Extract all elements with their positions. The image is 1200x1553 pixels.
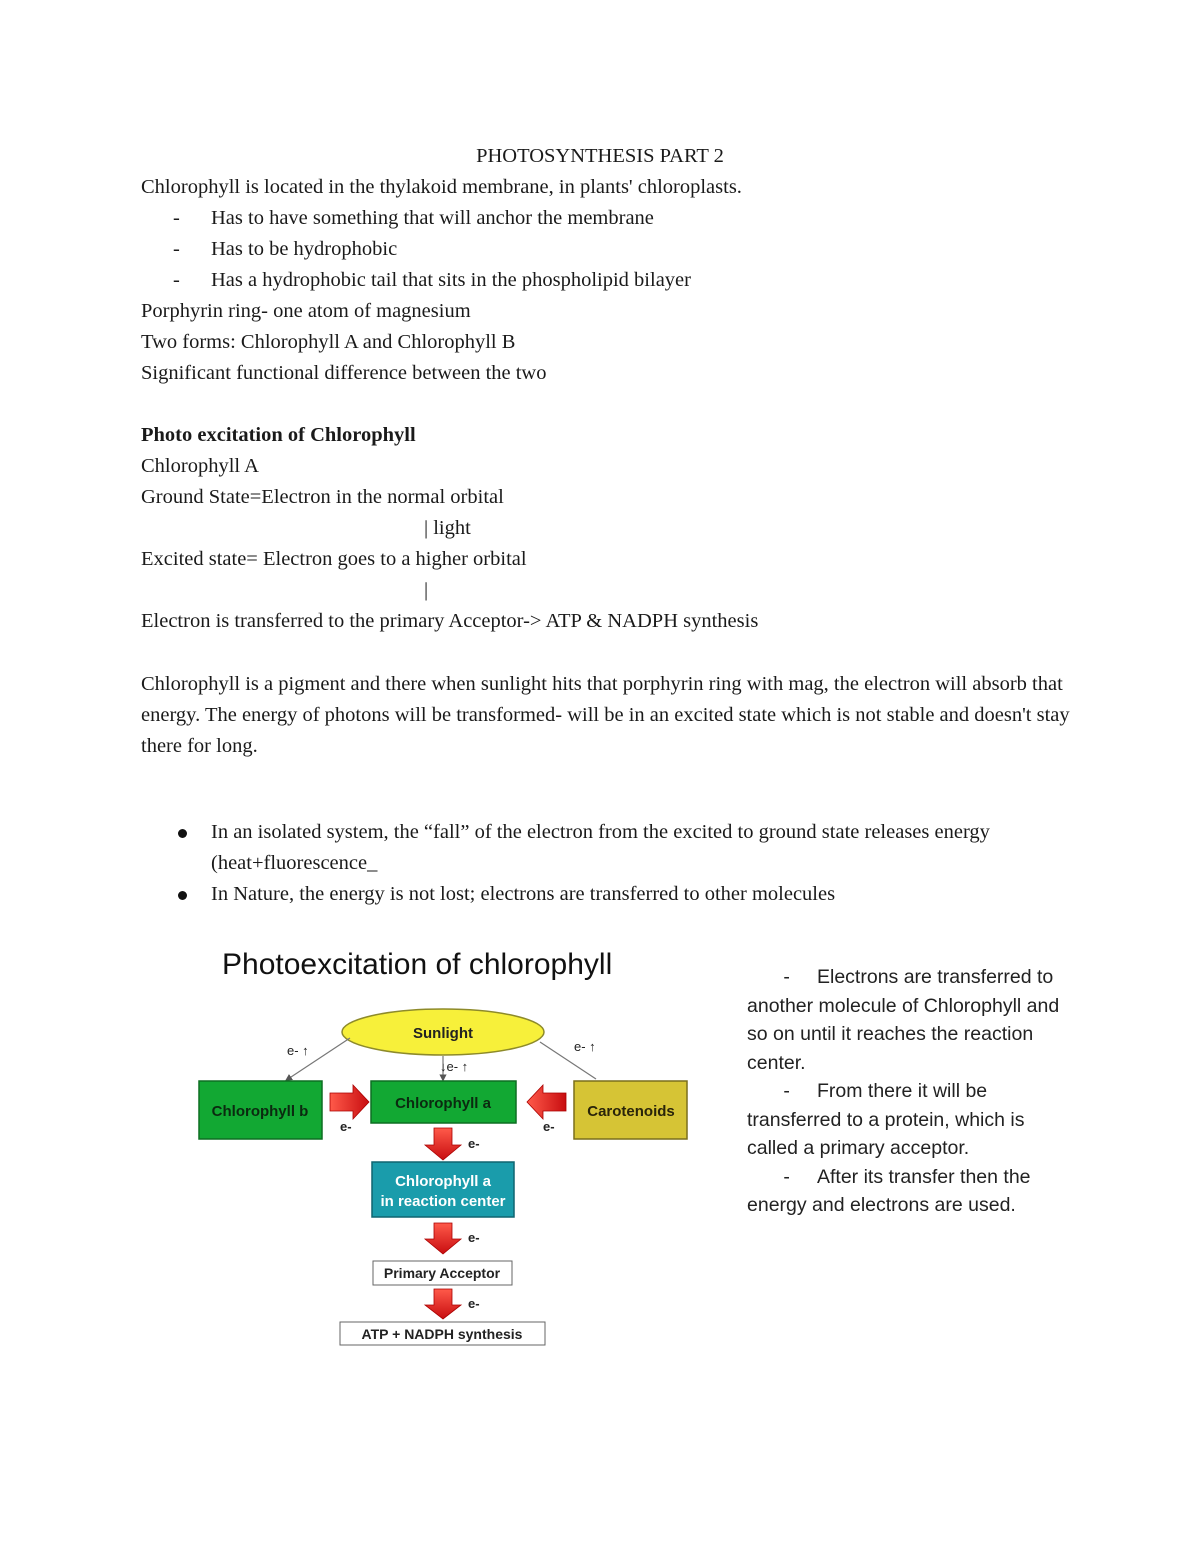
dash-char: - — [783, 1080, 790, 1102]
sequence-arrow: | — [424, 579, 429, 601]
red-arrow-down-icon — [425, 1128, 461, 1160]
side-note-text: From there it will be transferred to a protein, which is called a primary acceptor. — [747, 1080, 1025, 1159]
intro-point — [173, 234, 397, 265]
intro-point-text: Has a hydrophobic tail that sits in the phospholipid bilayer — [211, 269, 691, 291]
primary-acceptor-label: Primary Acceptor — [383, 1265, 501, 1281]
electron-label: e- — [340, 1119, 352, 1134]
diagram-canvas — [150, 938, 715, 1368]
diagram-title: Photoexcitation of chlorophyll — [222, 948, 613, 981]
dash-char: - — [783, 966, 790, 988]
dash-char: - — [783, 1165, 790, 1188]
dash-marker — [747, 963, 817, 992]
bullet-dot-icon — [178, 829, 187, 838]
document-title: PHOTOSYNTHESIS PART 2 — [476, 145, 724, 167]
intro-point — [173, 265, 691, 296]
intro-point — [173, 203, 654, 234]
bullet-dot-icon — [178, 891, 187, 900]
intro-line: Chlorophyll is located in the thylakoid membrane, in plants' chloroplasts. — [141, 176, 742, 198]
intro-point-text: Has to have something that will anchor the membrane — [211, 207, 654, 229]
synthesis-label: ATP + NADPH synthesis — [361, 1326, 523, 1342]
sequence-ground-state: Ground State=Electron in the normal orbital — [141, 486, 504, 508]
red-arrow-right-icon — [330, 1085, 369, 1119]
dash-marker — [747, 1077, 817, 1106]
side-notes — [747, 963, 1067, 1220]
sunlight-label: Sunlight — [413, 1025, 473, 1042]
fact-line: Porphyrin ring- one atom of magnesium — [141, 300, 471, 322]
photoexcitation-diagram — [150, 938, 715, 1368]
electron-up-label: e- ↑ — [574, 1039, 596, 1054]
electron-label: e- — [468, 1136, 480, 1151]
electron-label: e- — [468, 1296, 480, 1311]
side-note — [747, 1077, 1067, 1163]
bullet-text: In Nature, the energy is not lost; electrons are transferred to other molecules — [211, 883, 836, 905]
sequence-arrow-light: | light — [424, 517, 471, 539]
sequence-transfer: Electron is transferred to the primary Acceptor-> ATP & NADPH synthesis — [141, 610, 759, 632]
side-note-text: After its transfer then the energy and electrons are used. — [747, 1165, 1031, 1216]
intro-point-text: Has to be hydrophobic — [211, 238, 398, 260]
dash-marker — [747, 1163, 817, 1192]
reaction-center-label-line1: Chlorophyll a — [395, 1173, 491, 1190]
red-arrow-left-icon — [527, 1085, 566, 1119]
side-note-text: Electrons are transferred to another molecule of Chlorophyll and so on until it reaches the reaction center. — [747, 966, 1060, 1074]
section-heading: Photo excitation of Chlorophyll — [141, 424, 416, 446]
fact-line: Two forms: Chlorophyll A and Chlorophyll B — [141, 331, 516, 353]
chlorophyll-a-label: Chlorophyll a — [395, 1095, 491, 1112]
chlorophyll-b-label: Chlorophyll b — [211, 1103, 309, 1120]
dash-marker: - — [173, 238, 180, 260]
bullet-item — [141, 879, 1071, 910]
explanation-paragraph: Chlorophyll is a pigment and there when sunlight hits that porphyrin ring with mag, the electron will absorb that energy. The energy of photons will be transformed- will be in an excited state which is not stable and doesn't stay there for long. — [141, 673, 1070, 757]
side-note — [747, 1163, 1067, 1220]
dash-marker: - — [173, 207, 180, 229]
electron-down-label: ↓e- ↑ — [440, 1059, 469, 1074]
electron-label: e- — [543, 1119, 555, 1134]
carotenoids-label: Carotenoids — [587, 1103, 675, 1120]
fact-line: Significant functional difference between the two — [141, 362, 547, 384]
side-note — [747, 963, 1067, 1077]
reaction-center-label-line2: in reaction center — [380, 1193, 506, 1210]
bullet-item — [141, 817, 1071, 879]
sequence-subject: Chlorophyll A — [141, 455, 259, 477]
red-arrow-down-icon — [425, 1223, 461, 1254]
bullet-list — [141, 817, 1071, 910]
electron-label: e- — [468, 1230, 480, 1245]
sequence-excited-state: Excited state= Electron goes to a higher orbital — [141, 548, 527, 570]
bullet-text: In an isolated system, the “fall” of the electron from the excited to ground state releases energy (heat+fluorescence_ — [211, 821, 990, 874]
electron-up-label: e- ↑ — [287, 1043, 309, 1058]
red-arrow-down-icon — [425, 1289, 461, 1319]
dash-marker: - — [173, 269, 180, 291]
